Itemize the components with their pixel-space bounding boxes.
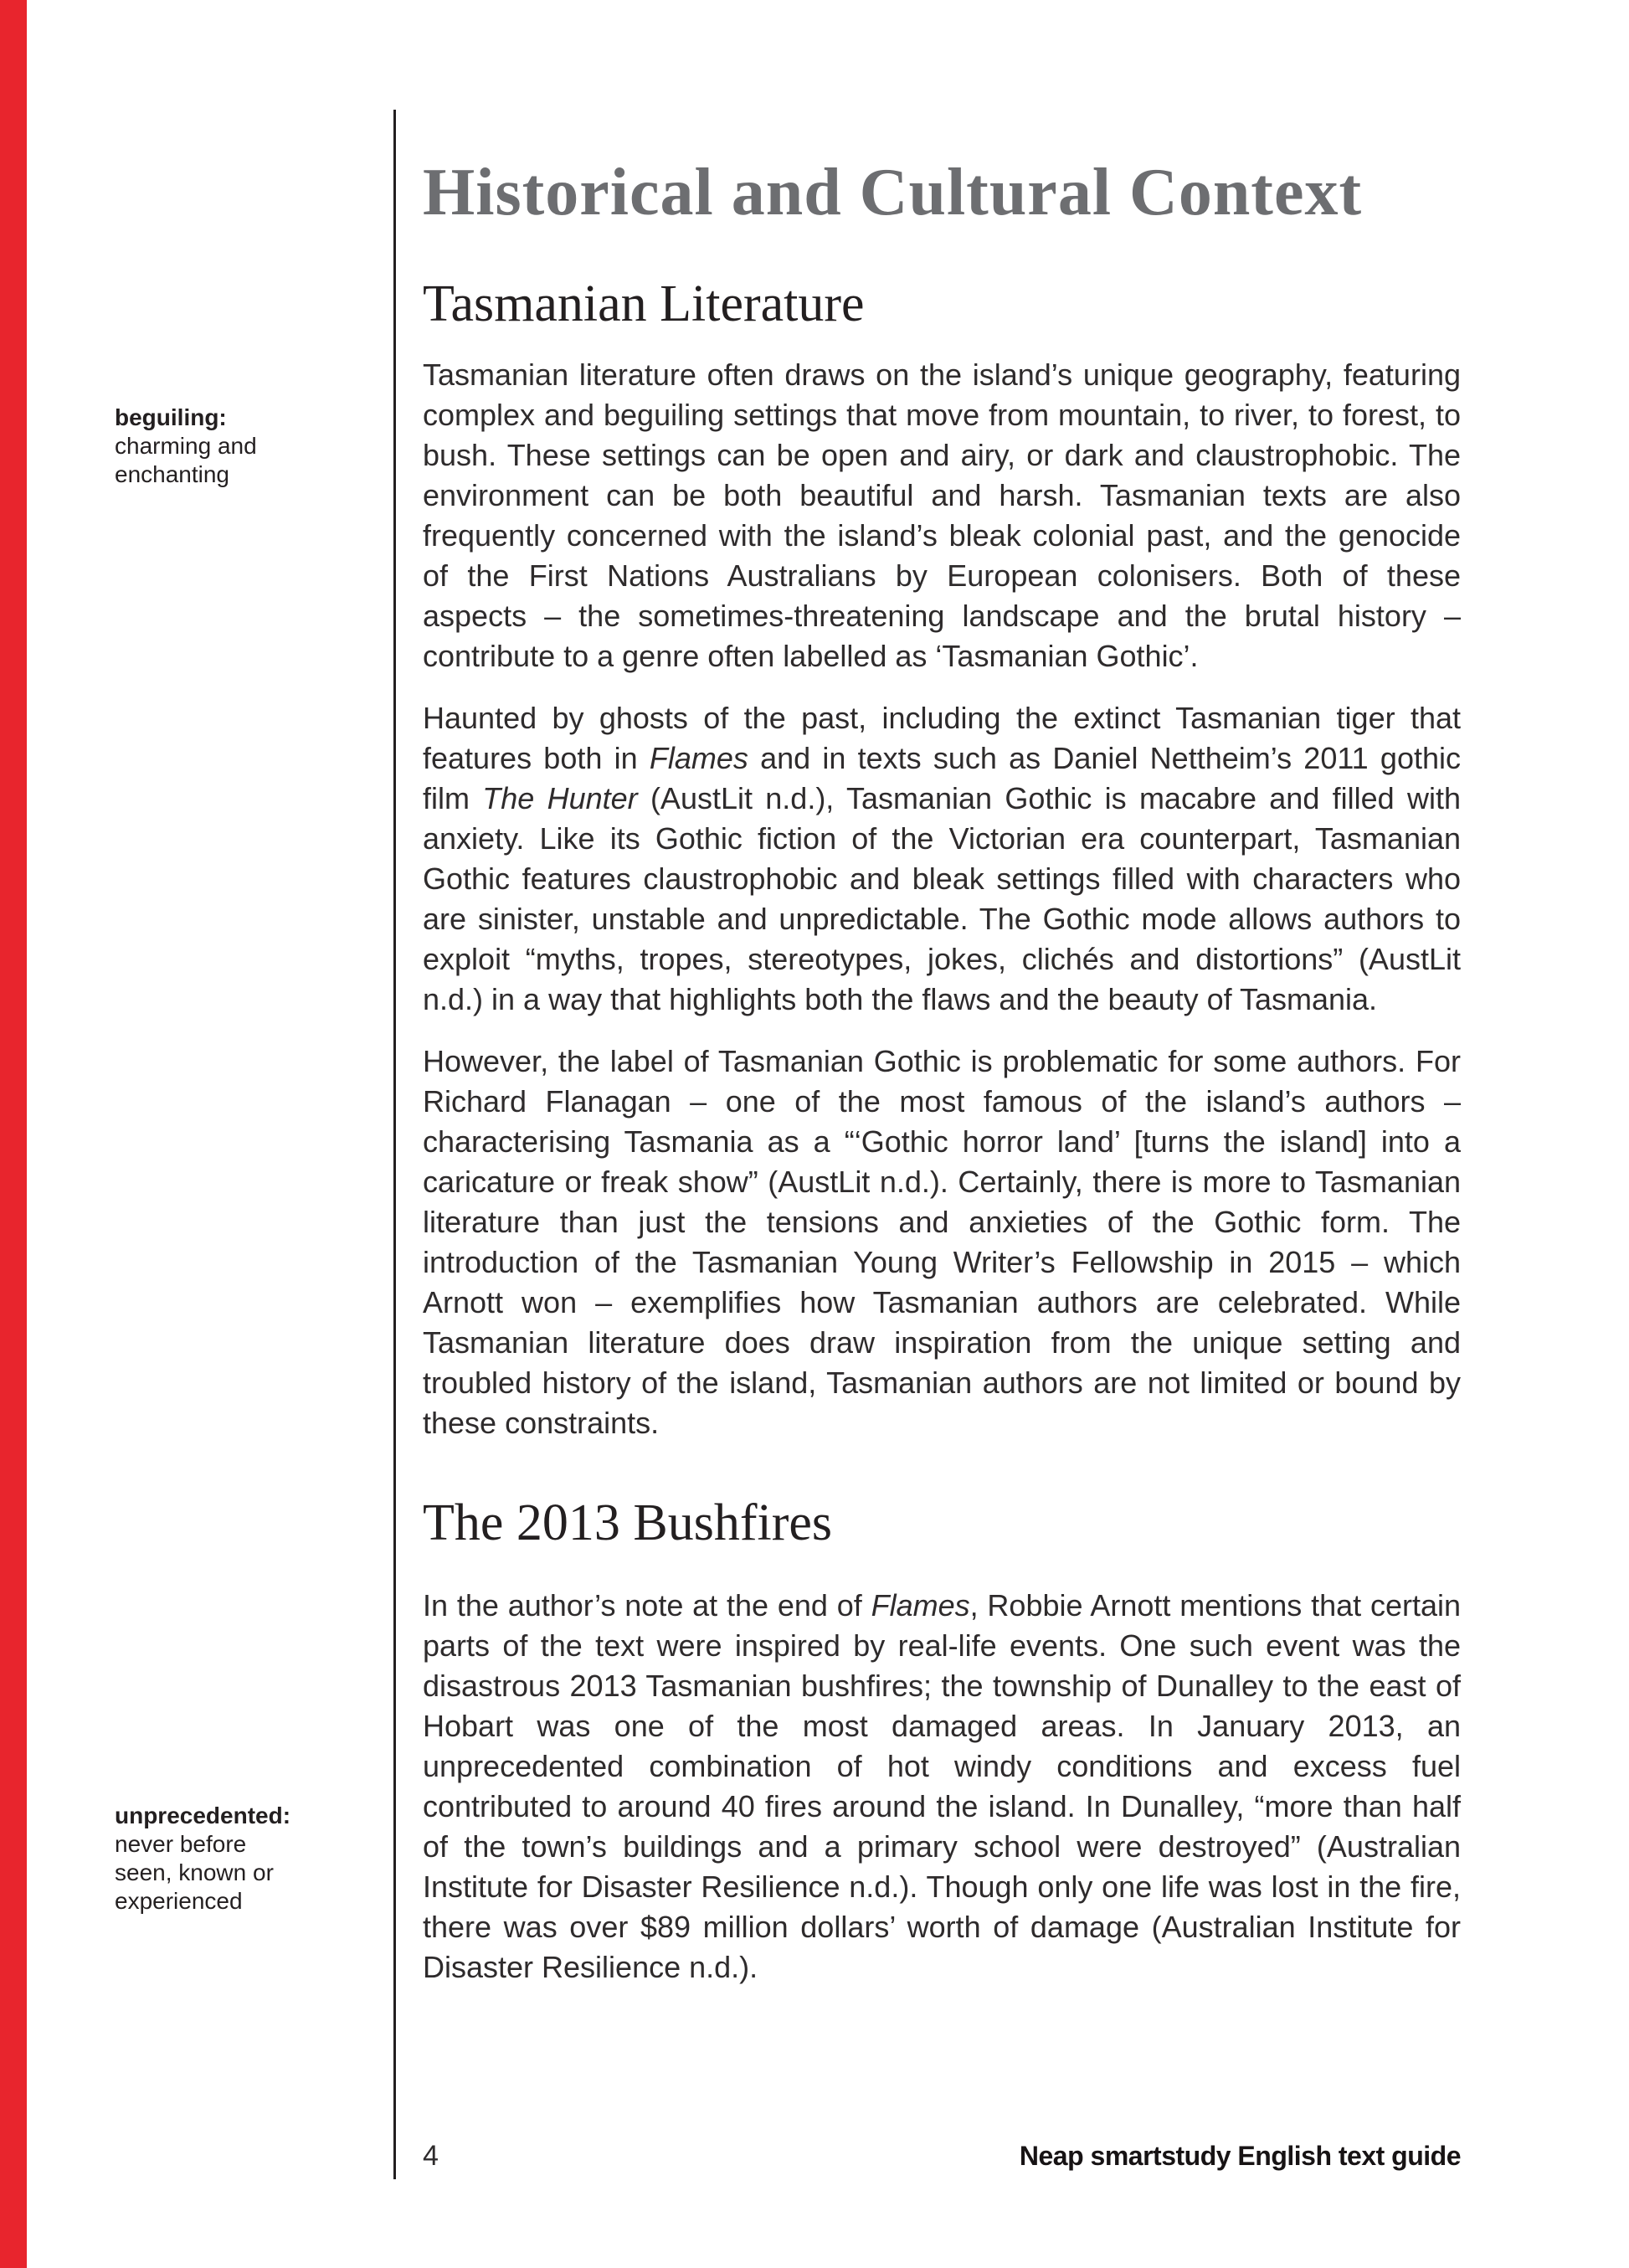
section-heading-tasmanian-literature: Tasmanian Literature [423, 275, 865, 332]
content-divider-rule [393, 110, 396, 2179]
page-edge-red-stripe [0, 0, 27, 2268]
page-title: Historical and Cultural Context [423, 156, 1363, 229]
paragraph: However, the label of Tasmanian Gothic is problematic for some authors. For Richard Flanagan – one of the most famous of the island’s authors – characterising Tasmania as a “‘Gothic horror land’ [turns the island] into a caricature or freak show” (AustLit n.d.). Certainly, there is more to Tasmanian literature than just the tensions and anxieties of the Gothic form. The introduction of the Tasmanian Young Writer’s Fellowship in 2015 – which Arnott won – exemplifies how Tasmanian authors are celebrated. While Tasmanian literature does draw inspiration from the unique setting and troubled history of the island, Tasmanian authors are not limited or bound by these constraints. [423, 1044, 1461, 1440]
margin-note-beguiling [115, 404, 391, 489]
margin-note-definition-line: never before [115, 1831, 247, 1857]
margin-note-definition-line: experienced [115, 1888, 243, 1914]
section-heading-2013-bushfires: The 2013 Bushfires [423, 1494, 833, 1551]
margin-note-term: unprecedented: [115, 1803, 291, 1828]
footer-book-title: Neap smartstudy English text guide [1019, 2141, 1461, 2171]
margin-note-definition-line: seen, known or [115, 1859, 274, 1885]
margin-note-definition-line: enchanting [115, 461, 230, 487]
paragraph: Haunted by ghosts of the past, including the extinct Tasmanian tiger that features both in Flames and in texts such as Daniel Nettheim’s 2011 gothic film The Hunter (AustLit n.d.), Tasmanian Gothic is macabre and filled with anxiety. Like its Gothic fiction of the Victorian era counterpart, Tasmanian Gothic features claustrophobic and bleak settings filled with characters who are sinister, unstable and unpredictable. The Gothic mode allows authors to exploit “myths, tropes, stereotypes, jokes, clichés and distortions” (AustLit n.d.) in a way that highlights both the flaws and the beauty of Tasmania. [423, 701, 1461, 1016]
margin-note-unprecedented [115, 1802, 391, 1916]
page-footer [423, 2140, 1461, 2173]
footer-page-number: 4 [423, 2140, 439, 2172]
margin-note-term: beguiling: [115, 404, 227, 430]
main-content-column [423, 156, 1461, 2009]
paragraph: In the author’s note at the end of Flames, Robbie Arnott mentions that certain parts of the text were inspired by real-life events. One such event was the disastrous 2013 Tasmanian bushfires; the township of Dunalley to the east of Hobart was one of the most damaged areas. In January 2013, an unprecedented combination of hot windy conditions and excess fuel contributed to around 40 fires around the island. In Dunalley, “more than half of the town’s buildings and a primary school were destroyed” (Australian Institute for Disaster Resilience n.d.). Though only one life was lost in the fire, there was over $89 million dollars’ worth of damage (Australian Institute for Disaster Resilience n.d.). [423, 1588, 1461, 1984]
margin-note-definition-line: charming and [115, 433, 257, 459]
paragraph: Tasmanian literature often draws on the island’s unique geography, featuring complex and beguiling settings that move from mountain, to river, to forest, to bush. These settings can be open and airy, or dark and claustrophobic. The environment can be both beautiful and harsh. Tasmanian texts are also frequently concerned with the island’s bleak colonial past, and the genocide of the First Nations Australians by European colonisers. Both of these aspects – the sometimes-threatening landscape and the brutal history – contribute to a genre often labelled as ‘Tasmanian Gothic’. [423, 357, 1461, 673]
